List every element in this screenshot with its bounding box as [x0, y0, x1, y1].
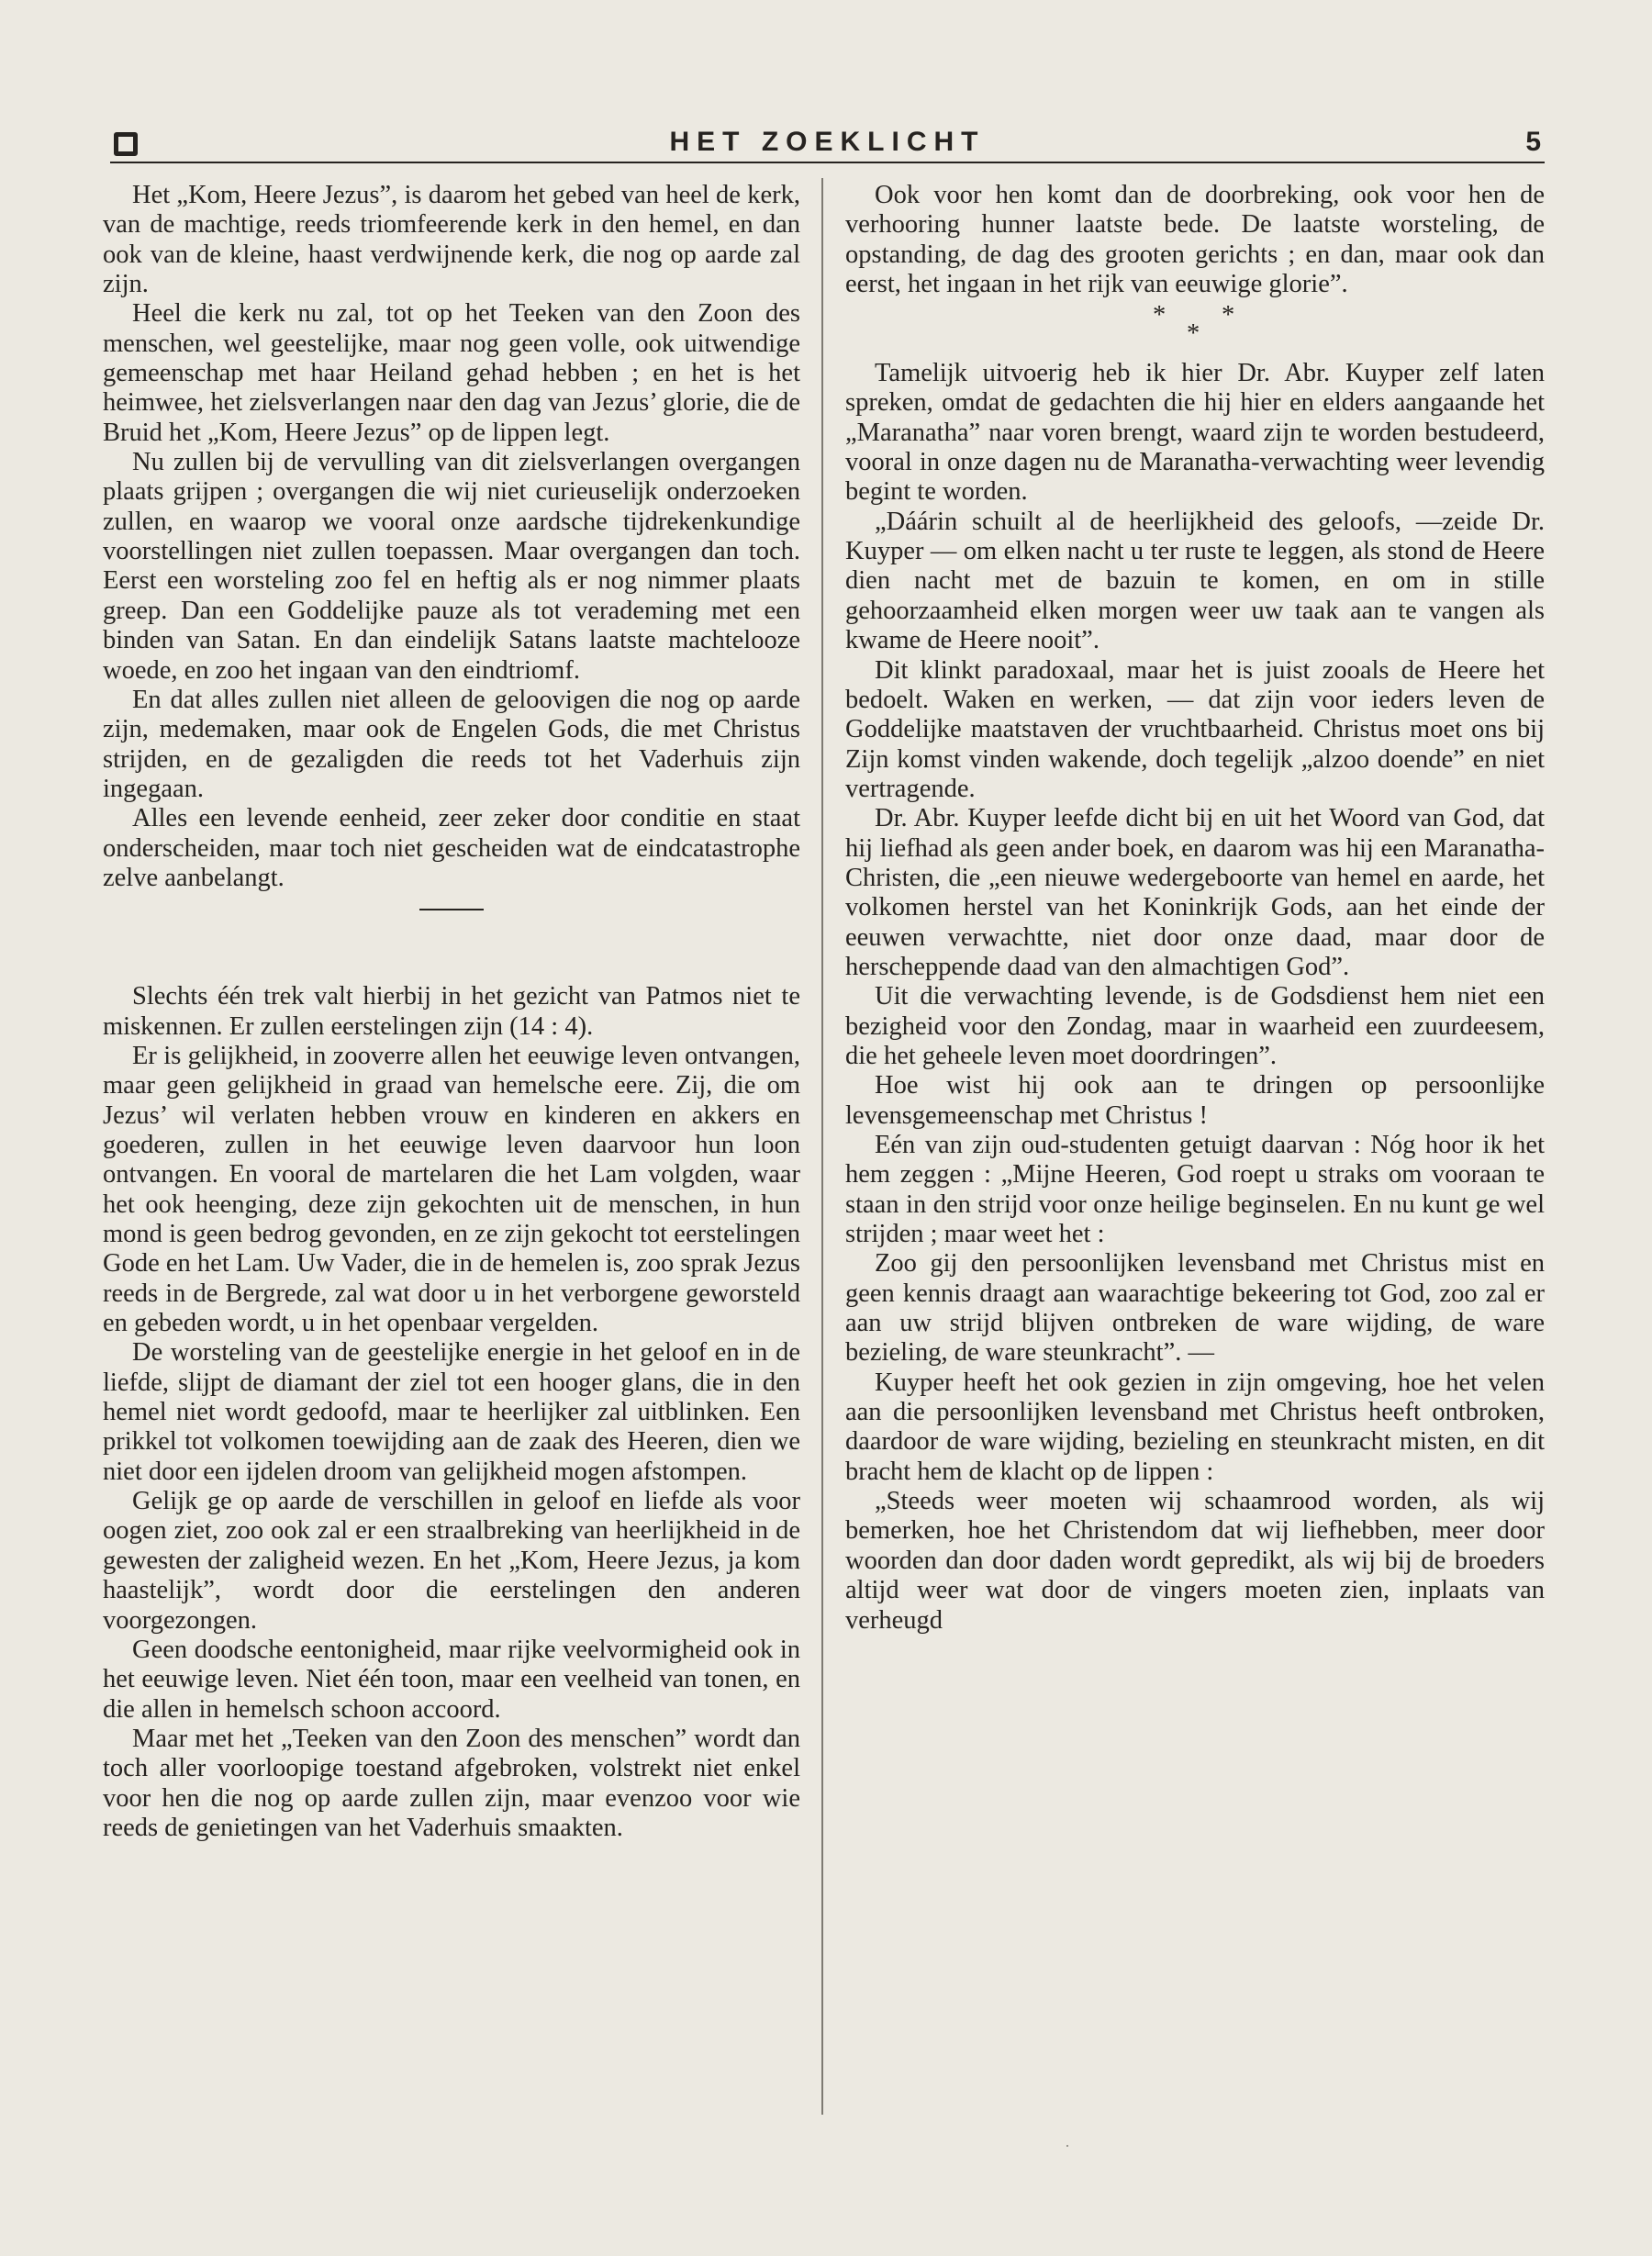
paragraph: Ook voor hen komt dan de doorbreking, ook voor hen de verhooring hunner laatste bede. De laatste worsteling, de opstanding, de dag des grooten gerichts ; en dan, maar ook dan eerst, het ingaan in het rijk van eeuwige glorie”. [845, 181, 1545, 299]
paragraph: „Steeds weer moeten wij schaamrood worden, als wij bemerken, hoe het Christendom dat wij liefhebben, meer door woorden dan door daden wordt gepredikt, als wij bij de broeders altijd weer wat door de vingers moeten zien, inplaats van verheugd [845, 1487, 1545, 1635]
paragraph: Tamelijk uitvoerig heb ik hier Dr. Abr. Kuyper zelf laten spreken, omdat de gedachten die hij hier en elders aangaande het „Maranatha” naar voren brengt, waard zijn te worden bestudeerd, vooral in onze dagen nu de Maranatha-verwachting weer levendig begint te worden. [845, 359, 1545, 507]
paragraph: Uit die verwachting levende, is de Godsdienst hem niet een bezigheid voor den Zondag, maar in waarheid een zuurdeesem, die het geheele leven moet doordringen”. [845, 982, 1545, 1070]
paragraph: „Dáárin schuilt al de heerlijkheid des geloofs, —zeide Dr. Kuyper — om elken nacht u ter ruste te leggen, als stond de Heere dien nacht met de bazuin te komen, en om in stille gehoorzaamheid elken morgen weer uw taak aan te vangen als kwame de Heere nooit”. [845, 507, 1545, 655]
page-number: 5 [1525, 127, 1541, 157]
paragraph: Zoo gij den persoonlijken levensband met Christus mist en geen kennis draagt aan waarachtige bekeering tot God, zoo zal er aan uw strijd blijven ontbreken de ware wijding, de ware bezieling, de ware steunkracht”. — [845, 1249, 1545, 1368]
paragraph: Alles een levende eenheid, zeer zeker door conditie en staat onderscheiden, maar toch niet gescheiden wat de eindcatastrophe zelve aanbelangt. [103, 804, 800, 892]
running-header [110, 127, 1545, 163]
left-column [103, 181, 800, 2117]
print-speck: · [1065, 2137, 1070, 2155]
paragraph: Er is gelijkheid, in zooverre allen het eeuwige leven ontvangen, maar geen gelijkheid in graad van hemelsche eere. Zij, die om Jezus’ wil verlaten hebben vrouw en kinderen en akkers en goederen, zullen in het eeuwige leven daarvoor hun loon ontvangen. En vooral de martelaren die het Lam volgden, waar het ook heenging, deze zijn gekochten uit de menschen, in hun mond is geen bedrog gevonden, en ze zijn gekocht tot eerstelingen Gode en het Lam. Uw Vader, die in de hemelen is, zoo sprak Jezus reeds in de Bergrede, zal wat door u in het verborgene geworsteld en gebeden wordt, u in het openbaar vergelden. [103, 1041, 800, 1338]
spacer [103, 923, 800, 983]
paragraph: Nu zullen bij de vervulling van dit zielsverlangen overgangen plaats grijpen ; overgangen die wij niet curieuselijk onderzoeken zullen, en waarop we vooral onze aardsche tijdrekenkundige voorstellingen niet zullen toepassen. Maar overgangen dan toch. Eerst een worsteling zoo fel en heftig als er nog nimmer plaats greep. Dan een Goddelijke pauze als tot verademing met een binden van Satan. En dan eindelijk Satans laatste machtelooze woede, en zoo het ingaan van den eindtriomf. [103, 448, 800, 685]
header-rule [110, 162, 1545, 163]
paragraph: Maar met het „Teeken van den Zoon des menschen” wordt dan toch aller voorloopige toestand afgebroken, volstrekt niet enkel voor hen die nog op aarde zullen zijn, maar evenzoo voor wie reeds de genietingen van het Vaderhuis smaakten. [103, 1724, 800, 1842]
paragraph: Kuyper heeft het ook gezien in zijn omgeving, hoe het velen aan die persoonlijken levensband met Christus heeft ontbroken, daardoor de ware wijding, bezieling en steunkracht misten, en dit bracht hem de klacht op de lippen : [845, 1368, 1545, 1486]
paragraph: Dr. Abr. Kuyper leefde dicht bij en uit het Woord van God, dat hij liefhad als geen ander boek, en daarom was hij een Maranatha-Christen, die „een nieuwe wedergeboorte van hemel en aarde, het volkomen herstel van het Koninkrijk Gods, aan het einde der eeuwen verwachtte, niet door onze daad, maar door de herscheppende daad van den almachtigen God”. [845, 804, 1545, 981]
journal-title: HET ZOEKLICHT [669, 127, 986, 157]
right-column [845, 181, 1545, 2117]
paragraph: Gelijk ge op aarde de verschillen in geloof en liefde als voor oogen ziet, zoo ook zal er een straalbreking van heerlijkheid in de gewesten der zaligheid wezen. En het „Kom, Heere Jezus, ja kom haastelijk”, wordt door die eerstelingen den anderen voorgezongen. [103, 1487, 800, 1635]
column-divider [821, 178, 823, 2115]
paragraph: De worsteling van de geestelijke energie in het geloof en in de liefde, slijpt de diamant der ziel tot een hooger glans, die in den hemel niet wordt gedoofd, maar te heerlijker zal uitblinken. Een prikkel tot volkomen toewijding aan de zaak des Heeren, dien we niet door een ijdelen droom van gelijkheid mogen afstompen. [103, 1338, 800, 1486]
paragraph: Slechts één trek valt hierbij in het gezicht van Patmos niet te miskennen. Er zullen eerstelingen zijn (14 : 4). [103, 982, 800, 1041]
paragraph: Het „Kom, Heere Jezus”, is daarom het gebed van heel de kerk, van de machtige, reeds triomfeerende kerk in den hemel, en dan ook van de kleine, haast verdwijnende kerk, die nog op aarde zal zijn. [103, 181, 800, 299]
paragraph: Dit klinkt paradoxaal, maar het is juist zooals de Heere het bedoelt. Waken en werken, — dat zijn voor ieders leven de Goddelijke maatstaven der vruchtbaarheid. Christus moet ons bij Zijn komst vinden wakende, doch tegelijk „alzoo doende” en niet vertragende. [845, 655, 1545, 803]
paragraph: Hoe wist hij ook aan te dringen op persoonlijke levensgemeenschap met Christus ! [845, 1071, 1545, 1130]
paragraph: En dat alles zullen niet alleen de geloovigen die nog op aarde zijn, medemaken, maar ook de Engelen Gods, die met Christus strijden, en de gezaligden die reeds tot het Vaderhuis zijn ingegaan. [103, 685, 800, 803]
short-rule [103, 893, 800, 922]
paragraph: Eén van zijn oud-studenten getuigt daarvan : Nóg hoor ik het hem zeggen : „Mijne Heeren, God roept u straks om vooraan te staan in den strijd voor onze heilige beginselen. En nu kunt ge wel strijden ; maar weet het : [845, 1131, 1545, 1249]
paragraph: Geen doodsche eentonigheid, maar rijke veelvormigheid ook in het eeuwige leven. Niet één toon, maar een veelheid van tonen, en die allen in hemelsch schoon accoord. [103, 1635, 800, 1724]
paragraph: Heel die kerk nu zal, tot op het Teeken van den Zoon des menschen, wel geestelijke, maar nog geen volle, ook uitwendige gemeenschap met haar Heiland gehad hebben ; en het is het heimwee, het zielsverlangen naar den dag van Jezus’ glorie, die de Bruid het „Kom, Heere Jezus” op de lippen legt. [103, 299, 800, 447]
section-break-asterisks: * * * [1153, 301, 1235, 349]
